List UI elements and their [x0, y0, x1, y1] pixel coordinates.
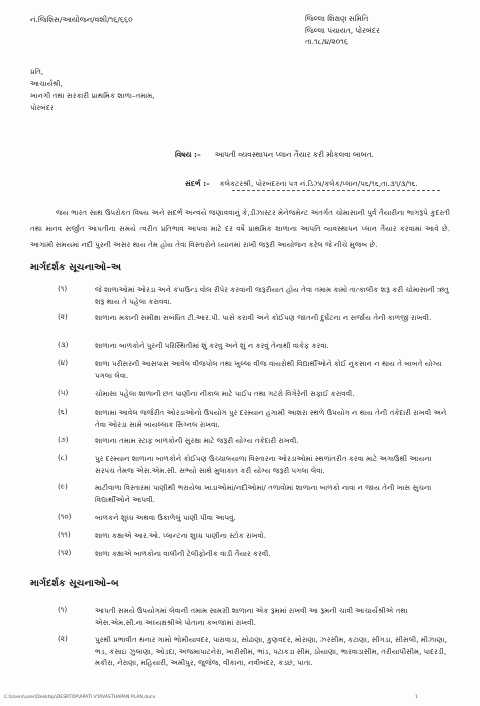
- file-path-footer: C:\Users\user\Desktop\DESKTOP\APATI VYAVASTHAPAN PLAN.docx: [4, 695, 156, 700]
- item-number: (૧૨): [58, 548, 72, 557]
- item-text: શાળાના મકાની સમીક્ષા સબંધિત ટી.આર.પી. પાસે કરાવી અને કોઈપણ જાતની દુર્ઘટના ન સર્જાય તેની કાળજી રાખવી.: [95, 313, 432, 322]
- subject-text: આપતી વ્યવસ્થાપન પ્લાન તૈયાર કરી મોકલવા બાબત.: [214, 150, 374, 159]
- item-number: (૧): [58, 605, 68, 614]
- addressee-line-3: પોરબંદર: [30, 103, 54, 112]
- item-text: જે શાળાઓમાં ઓરડા અને કંપાઉન્ડ વોલ રીપેર કરવાની જરૂરીયાત હોય તેવા તમામ કામો તાત્કાલીક શરૂ કરી ચોમાસાની ઋતુ શરૂ થાય તે પહેલા કરાવવા.: [95, 285, 449, 306]
- item-text: પુરથી પ્રભાવીત થનાર ગામો ભોમીયાવદર, પારાવાડા, સોઢાણા, કુણવદર, મોરાણા, ઝરસીમ, કટાણા, સીંગડા, સીસલી, મીઝાણા, ભડ, કંસાઇ ઝુલાણા, ઓડદા, અજમાપાટનેરા, ખારીસીમ, ભાંડ, પટાકડા સીમ, ઠોયાણા, ભારવાડાસીમ, તરીયાપીસીમ, પાદરડી, મકીરા, નેરાણા, મહિયારી, અમીપુર, જુજેજ, વીકાના, નવીબંદર, કડછ, પાતા.: [95, 635, 447, 667]
- addressee-prati: પ્રતિ,: [30, 67, 44, 76]
- item-number: (૧): [58, 284, 68, 293]
- item-text: શાળા કક્ષાએ આર.ઓ. પ્લાન્ટના શુધ્ધ પાણીના સ્ટોક રાખવો.: [95, 531, 267, 540]
- item-number: (૮): [58, 453, 68, 462]
- reference-number: નં.જિશિસ/આયોજન/વશી/૧૬/૬૬૦: [30, 15, 133, 24]
- reference-text: કલેકટરશ્રી, પોરબંદરના પત્ર નં.ડિઝા/કલેક/પ્લાન/પ૬/૧૬,તા.૩૧/૩/૧૬.: [219, 179, 418, 188]
- item-number: (૫): [58, 388, 69, 397]
- subject-label: વિષય :–: [175, 150, 201, 159]
- section-b-heading: માર્ગદર્શક સૂચનાઓ–બ: [30, 578, 119, 589]
- item-number: (૧૧): [58, 530, 71, 539]
- item-number: (૭): [58, 435, 69, 444]
- section-a-heading: માર્ગદર્શક સૂચનાઓ–અ: [30, 262, 122, 273]
- item-text: શાળા કક્ષાએ બાળકોના વાલીની ટેલીફોનીક વાડી તૈયાર કરવી.: [95, 549, 271, 558]
- item-text: ચોમાસા પહેલા શાળાની છત પાણીના નીકાલ માટે પાઈપ તથા ગટરો વિગેરેની સફાઈ કરાવવી.: [95, 389, 355, 398]
- reference-label: સંદર્ભ :–: [185, 179, 210, 188]
- intro-paragraph: જય ભારત સાથ ઉપરોકત વિષય અને સંદર્ભ અન્વયે જણાવવાનું કે,ડીઝાસ્ટર મેનેજમેન્ટ અંતર્ગત ચોમાસાની પુર્વ તૈયારીના ભાગરૂપે કુદરતી તથા માનવ સર્જીત આપતીના સમયે ત્વરીત પ્રતિભાવ આપવા માટે દર વર્ષે પ્રાથમિક શાળાના આપતિ વ્યવસ્થાપન પ્લાન તૈયાર કરવામાં આવે છે. આગામી સમયમાં નદી પુરની અસર થાય તેમ હોય તેવા વિસ્તારોને ધ્યાનમાં રાખી જરૂરી આયોજન કરેલ જે નીચે મુજબ છે.: [30, 208, 450, 249]
- office-name: જિલ્લા શિક્ષણ સમિતિ: [305, 14, 369, 23]
- item-number: (૪): [58, 358, 69, 367]
- item-number: (૧૦): [58, 512, 72, 521]
- subject-line: [175, 150, 374, 160]
- addressee-line-1: આચાર્યશ્રી,: [30, 79, 63, 88]
- item-text: બાળકને શુધ્ધ અથવા ઉકાળેલું પાણી પીવા આપવું.: [95, 513, 236, 522]
- item-text: પુર દરમ્યાન શાળાના બાળકોને કોઈપણ ઉચ્ચાલયાળા વિસ્તારના ઓરડાઓમાં સ્થળાંતરીત કરવા માટે અગાઉથી આયના સરપંચ તેમજ એસ.એમ.સી. સભ્યો સાથે મુલાકાત કરી યોગ્ય જરૂરી પગલા લેવા.: [95, 454, 432, 475]
- addressee-block: [30, 66, 155, 114]
- addressee-line-2: ખાનગી તથા સરકારી પ્રાથમિક શાળા–તમામ,: [30, 91, 155, 100]
- issuing-office: [305, 13, 380, 48]
- item-text: શાળામાં આવેલ જર્જરીત ઓરડાઓનો ઉપયોગ પુર દરમ્યાન હંગામી આશરા સ્થળે ઉપયોગ ન થાય તેની તકેદારી રાખવી અને તેવા ઓરડા સામે બાયલ્લાક સિગ્નલ રાખવા.: [95, 408, 447, 429]
- item-text: શાળાના તમામ સ્ટાફ બાળકોની સુરક્ષા માટે જરૂરી યોગ્ય તકેદારી રાખવી.: [95, 436, 299, 445]
- reference-underline: [232, 190, 440, 191]
- item-number: (૬): [58, 407, 68, 416]
- item-number: (૯): [58, 482, 68, 491]
- item-text: શાળાના બાળકોને પુરની પરિસ્થિતીમાં શું કરવુ અને શું ન કરવું તેનાથી વાકેફ કરવા.: [95, 341, 329, 350]
- letter-date: તા.૧૮/૪/૨૦૧૬: [305, 37, 348, 46]
- item-number: (૨): [58, 312, 68, 321]
- item-text: માટીવાળા વિસ્તારમાં પાણીથી ભરાયેલા ખાડાઓમાં/નદીઓમાં/ તળાવોમાં શાળાના બાળકો નાવા ન જાય તેની ખાસ સુચના વિદ્યાર્થીઓને આપવી.: [95, 483, 432, 504]
- item-number: (૨): [58, 634, 68, 643]
- office-location: જિલ્લા પંચાયત, પોરબંદર: [305, 25, 380, 35]
- reference-line: [185, 179, 418, 189]
- item-number: (૩): [58, 340, 69, 349]
- item-text: શાળા પરીસરની આસપાસ આવેલ વીજપોલ તથા ખુલ્લા વીજ વાયરોથી વિદ્યાર્થીઓને કોઈ નુકસાન ન થાય તે બાબતે યોગ્ય પગલા લેવા.: [95, 359, 442, 380]
- page-number: 1: [415, 695, 418, 700]
- item-text: આપતી સમયે ઉપયોગમાં લેવાની તમામ સામગ્રી શાળાના એક રૂમમાં રાખવી આ રૂમની ચાવી આચાર્યશ્રીએ તથા એસ.એમ.સી.ના અધ્યક્ષશ્રીએ પોતાના કબજામાં રાખવી.: [95, 606, 408, 627]
